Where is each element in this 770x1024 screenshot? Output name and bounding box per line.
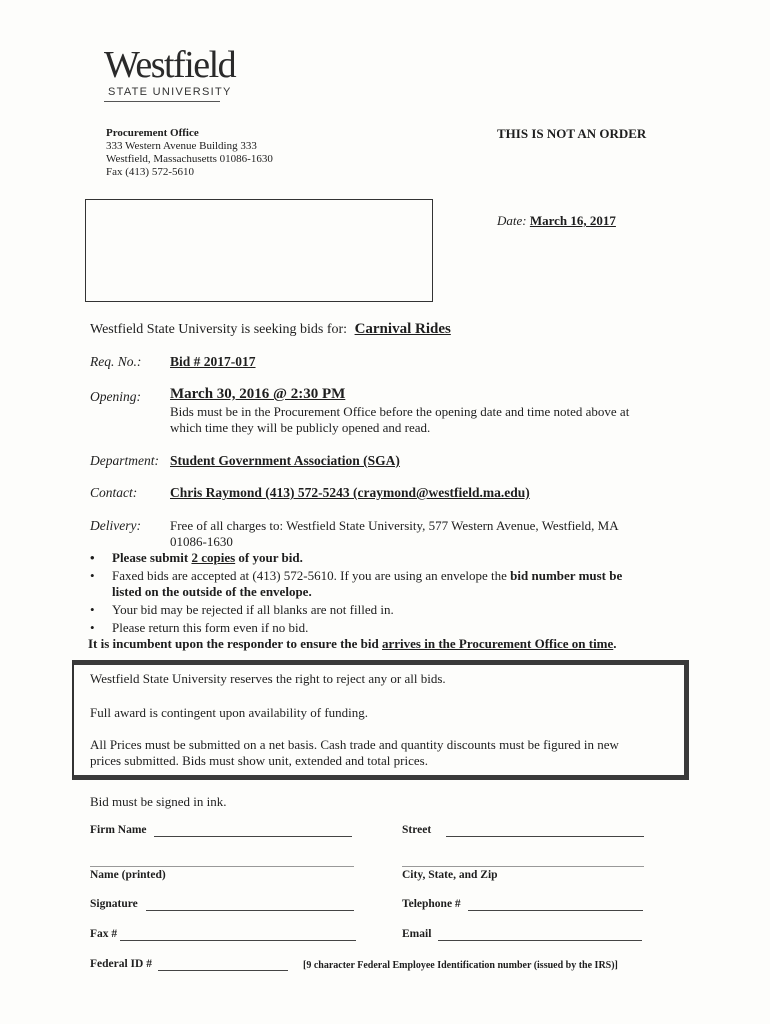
date-value: March 16, 2017	[529, 213, 616, 228]
office-fax: Fax (413) 572-5610	[106, 166, 194, 178]
fax-line[interactable]	[120, 940, 356, 941]
incumbent-underlined: arrives in the Procurement Office on time	[382, 636, 614, 651]
signature-line[interactable]	[146, 910, 354, 911]
name-printed-label: Name (printed)	[90, 869, 166, 881]
department-value: Student Government Association (SGA)	[170, 453, 400, 468]
instructions-list	[88, 550, 688, 652]
date-label: Date:	[497, 213, 527, 228]
bullet-fax-text: Faxed bids are accepted at (413) 572-5610. If you are using an envelope the	[112, 568, 511, 583]
email-label: Email	[402, 928, 432, 940]
office-line2: Westfield, Massachusetts 01086-1630	[106, 153, 273, 165]
incumbent-post: .	[613, 636, 617, 651]
recipient-address-box	[85, 199, 433, 302]
department-label: Department:	[90, 453, 159, 468]
term-prices	[90, 737, 619, 769]
not-an-order-heading: THIS IS NOT AN ORDER	[497, 126, 647, 141]
firm-name-line2[interactable]	[90, 866, 354, 867]
req-label: Req. No.:	[90, 354, 142, 369]
opening-value: March 30, 2016 @ 2:30 PM	[170, 386, 346, 402]
seeking-item: Carnival Rides	[354, 321, 451, 337]
bullet-copies-count: 2 copies	[191, 550, 236, 565]
delivery-value	[170, 518, 619, 550]
office-address	[106, 127, 273, 179]
delivery-line1: Free of all charges to: Westfield State University, 577 Western Avenue, Westfield, MA	[170, 518, 619, 533]
logo-rule	[104, 101, 220, 102]
firm-name-line[interactable]	[154, 836, 352, 837]
federal-id-line[interactable]	[158, 970, 288, 971]
bullet-copies	[88, 550, 688, 566]
federal-id-note: [9 character Federal Employee Identification number (issued by the IRS)]	[303, 960, 618, 971]
city-state-zip-label: City, State, and Zip	[402, 869, 498, 881]
signed-ink-note: Bid must be signed in ink.	[90, 794, 227, 809]
telephone-label: Telephone #	[402, 898, 461, 910]
bullet-copies-post: of your bid.	[235, 550, 303, 565]
opening-label: Opening:	[90, 389, 141, 404]
bullet-fax-bold: bid number must be	[510, 568, 623, 583]
opening-note-line2: which time they will be publicly opened and read.	[170, 420, 431, 435]
contact-value: Chris Raymond (413) 572-5243 (craymond@westfield.ma.edu)	[170, 485, 530, 500]
term-prices-line1: All Prices must be submitted on a net basis. Cash trade and quantity discounts must be figured in new	[90, 737, 619, 752]
bullet-copies-pre: Please submit	[112, 550, 192, 565]
logo-subtitle: STATE UNIVERSITY	[108, 86, 232, 98]
contact-label: Contact:	[90, 485, 138, 500]
incumbent-pre: It is incumbent upon the responder to ensure the bid	[88, 636, 382, 651]
bullet-fax	[88, 568, 688, 600]
delivery-label: Delivery:	[90, 518, 141, 533]
date-line	[497, 213, 616, 229]
email-line[interactable]	[438, 940, 642, 941]
opening-note-line1: Bids must be in the Procurement Office before the opening date and time noted above at	[170, 404, 630, 419]
logo-wordmark: Westfield	[104, 44, 236, 86]
signature-label: Signature	[90, 898, 138, 910]
street-label: Street	[402, 824, 432, 836]
delivery-line2: 01086-1630	[170, 534, 233, 549]
term-prices-line2: prices submitted. Bids must show unit, extended and total prices.	[90, 753, 428, 768]
bullet-blanks: • Your bid may be rejected if all blanks are not filled in.	[88, 602, 688, 618]
seeking-line	[90, 321, 451, 338]
term-funding: Full award is contingent upon availability of funding.	[90, 705, 369, 720]
bullet-return: • Please return this form even if no bid.	[88, 620, 688, 636]
street-line2[interactable]	[402, 866, 644, 867]
fax-label: Fax #	[90, 928, 118, 940]
term-reject: Westfield State University reserves the right to reject any or all bids.	[90, 671, 446, 686]
req-value: Bid # 2017-017	[170, 354, 256, 369]
street-line[interactable]	[446, 836, 644, 837]
firm-name-label: Firm Name	[90, 824, 147, 836]
opening-note	[170, 404, 629, 436]
office-line1: 333 Western Avenue Building 333	[106, 140, 257, 152]
office-title: Procurement Office	[106, 127, 199, 139]
seeking-text: Westfield State University is seeking bids for:	[90, 322, 348, 337]
bullet-fax-bold2: listed on the outside of the envelope.	[112, 584, 312, 599]
incumbent-notice	[88, 636, 688, 652]
federal-id-label: Federal ID #	[90, 958, 152, 970]
telephone-line[interactable]	[468, 910, 643, 911]
